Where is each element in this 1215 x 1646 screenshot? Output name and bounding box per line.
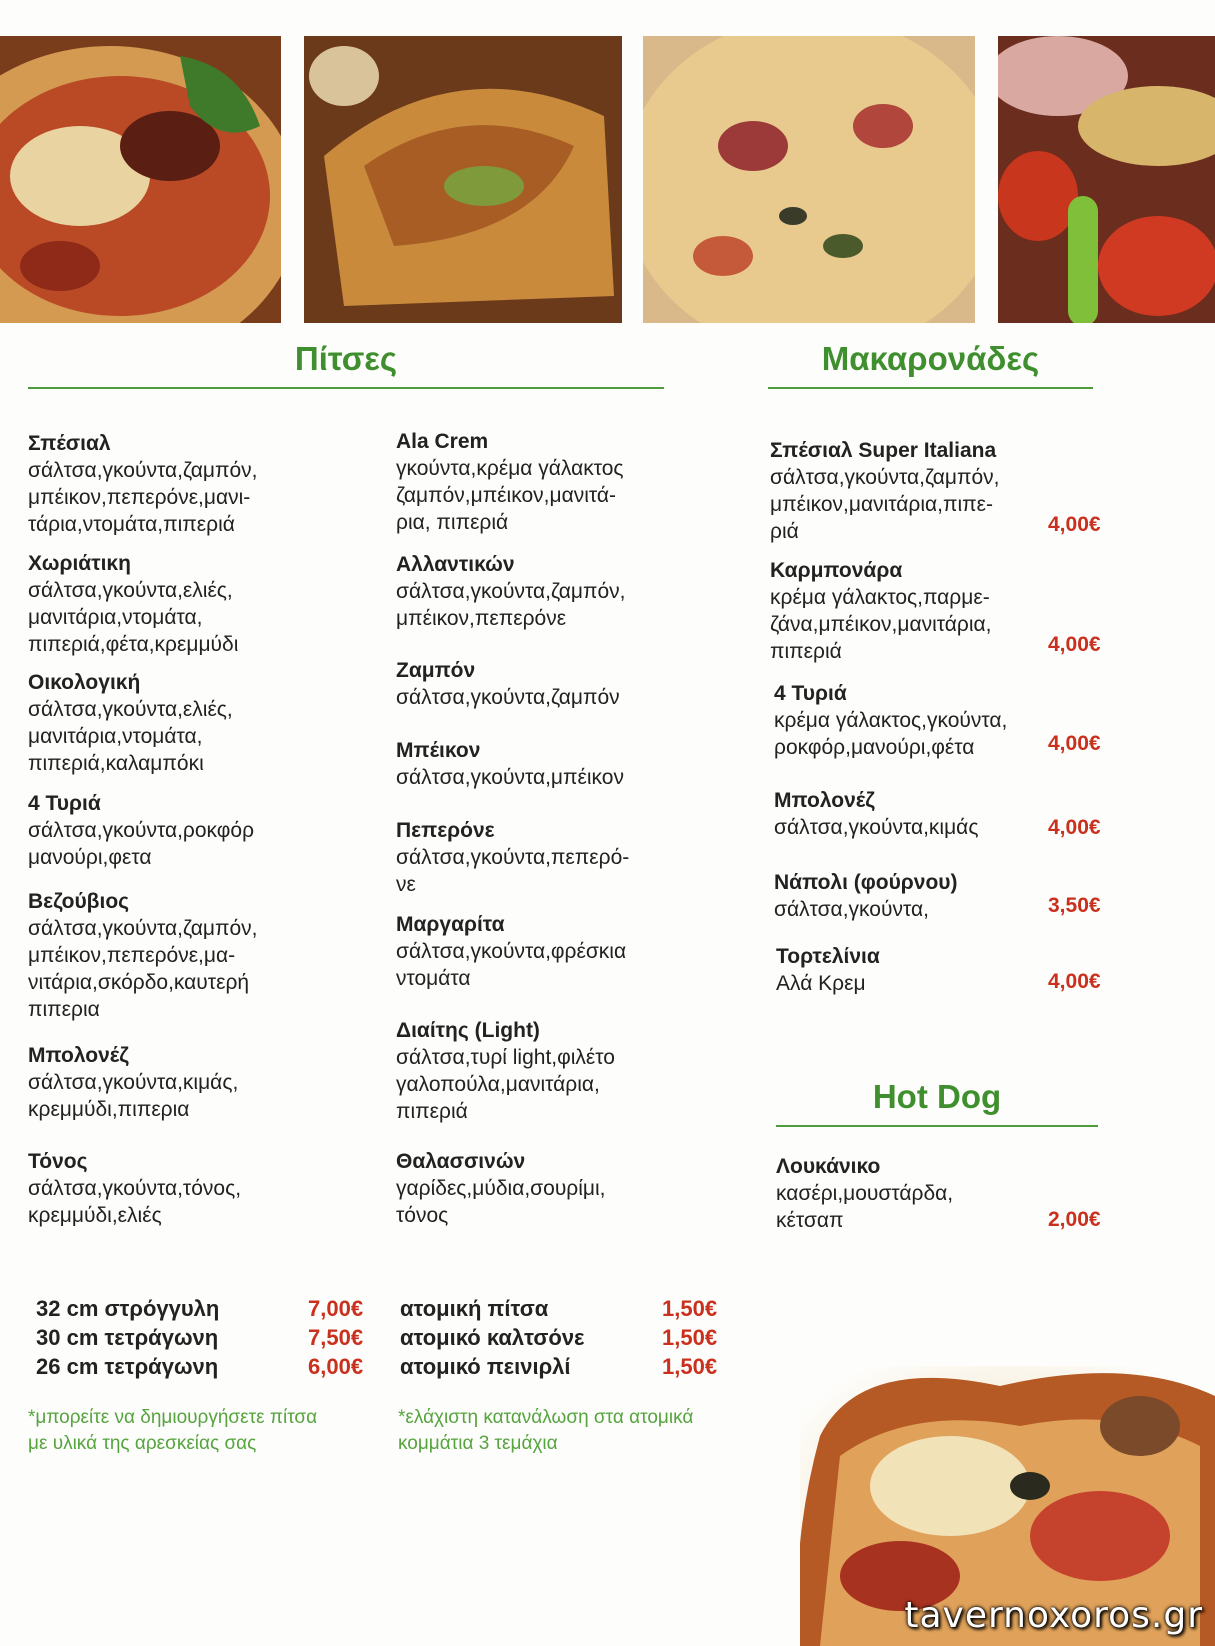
calzone-photo	[304, 36, 622, 323]
pasta-divider	[768, 387, 1093, 389]
item-desc: σάλτσα,γκούντα,τόνος, κρεμμύδι,ελιές	[28, 1177, 242, 1227]
item-desc: σάλτσα,γκούντα,ροκφόρ μανούρι,φετα	[28, 819, 255, 869]
item-desc: γαρίδες,μύδια,σουρίμι, τόνος	[396, 1177, 606, 1227]
item-name: Πεπερόνε	[396, 819, 495, 842]
item-name: Βεζούβιος	[28, 890, 130, 913]
item-desc: σάλτσα,τυρί light,φιλέτο γαλοπούλα,μανιτάρια, πιπεριά	[396, 1046, 615, 1123]
item-desc: σάλτσα,γκούντα,ελιές, μανιτάρια,ντομάτα, πιπεριά,καλαμπόκι	[28, 698, 233, 775]
item-name: Χωριάτικη	[28, 552, 131, 575]
item-name: Μπολονέζ	[28, 1044, 129, 1067]
item-desc: σάλτσα,γκούντα,μπέικον	[396, 766, 624, 789]
custom-pizza-note: *μπορείτε να δημιουργήσετε πίτσα με υλικά της αρεσκείας σας	[28, 1407, 318, 1454]
item-name: 4 Τυριά	[28, 792, 101, 815]
item-desc: σάλτσα,γκούντα,ζαμπόν, μπέικον,μανιτάρια,πιπε- ριά	[770, 466, 1000, 543]
item-name: Θαλασσινών	[396, 1150, 526, 1173]
pizza-item-thalassinon	[396, 1148, 606, 1229]
individual-label: ατομικό πεινιρλί	[400, 1354, 571, 1379]
item-desc: κρέμα γάλακτος,παρμε- ζάνα,μπέικον,μανιτάρια, πιπεριά	[770, 586, 992, 663]
item-desc: γκούντα,κρέμα γάλακτος ζαμπόν,μπέικον,μανιτά- ρια, πιπεριά	[396, 457, 624, 534]
pasta-item-tortellini	[776, 943, 880, 997]
item-desc: σάλτσα,γκούντα,ζαμπόν	[396, 686, 620, 709]
item-price: 3,50€	[1048, 894, 1101, 917]
size-price: 7,00€	[308, 1296, 364, 1321]
pizza-item-vezouvios	[28, 888, 258, 1023]
item-price: 4,00€	[1048, 513, 1101, 536]
pasta-item-4-tyria	[774, 680, 1007, 761]
item-name: Ζαμπόν	[396, 659, 476, 682]
pasta-item-super-italiana	[770, 437, 1000, 545]
item-price: 4,00€	[1048, 732, 1101, 755]
pizza-item-4-tyria	[28, 790, 254, 871]
pizza-item-allantikon	[396, 551, 626, 632]
item-name: Οικολογική	[28, 671, 141, 694]
pasta-title: Μακαρονάδες	[821, 340, 1040, 377]
item-name: Νάπολι (φούρνου)	[774, 871, 958, 894]
pizzas-title: Πίτσες	[294, 340, 398, 377]
pizza-item-tonos	[28, 1148, 241, 1229]
individual-price: 1,50€	[662, 1354, 718, 1379]
item-desc: σάλτσα,γκούντα,κιμάς, κρεμμύδι,πιπερια	[28, 1071, 239, 1121]
size-label: 26 cm τετράγωνη	[36, 1354, 219, 1379]
item-desc: σάλτσα,γκούντα,ζαμπόν, μπέικον,πεπερόνε	[396, 580, 626, 630]
item-name: Μπέικον	[396, 739, 481, 762]
pizza-photo-1	[0, 36, 281, 323]
pizza-item-oikologiki	[28, 669, 233, 777]
individual-price: 1,50€	[662, 1325, 718, 1350]
pasta-item-carbonara	[770, 557, 991, 665]
pizza-item-beikon	[396, 737, 624, 791]
size-price: 6,00€	[308, 1354, 364, 1379]
pizza-photo-3	[643, 36, 975, 323]
minimum-order-note: *ελάχιστη κατανάλωση στα ατομικά κομμάτια 3 τεμάχια	[398, 1407, 694, 1454]
pizza-item-ala-crem	[396, 428, 624, 536]
size-price: 7,50€	[308, 1325, 364, 1350]
item-price: 4,00€	[1048, 970, 1101, 993]
pizza-item-spesial	[28, 430, 258, 538]
item-price: 4,00€	[1048, 633, 1101, 656]
individual-label: ατομική πίτσα	[400, 1296, 549, 1321]
pizza-item-choriatiki	[28, 550, 238, 658]
item-price: 2,00€	[1048, 1208, 1101, 1231]
pizza-item-zampon	[396, 657, 620, 711]
item-name: Τορτελίνια	[776, 945, 880, 968]
item-name: Λουκάνικο	[776, 1155, 881, 1178]
size-label: 32 cm στρόγγυλη	[36, 1296, 220, 1321]
individual-price: 1,50€	[662, 1296, 718, 1321]
item-name: Μπολονέζ	[774, 789, 875, 812]
hotdog-divider	[776, 1125, 1098, 1127]
item-name: Καρμπονάρα	[770, 559, 903, 582]
size-label: 30 cm τετράγωνη	[36, 1325, 219, 1350]
item-name: Διαίτης (Light)	[396, 1019, 540, 1042]
item-desc: σάλτσα,γκούντα,φρέσκια ντομάτα	[396, 940, 627, 990]
item-name: Αλλαντικών	[396, 553, 515, 576]
item-desc: κασέρι,μουστάρδα, κέτσαπ	[776, 1182, 954, 1232]
ingredients-photo	[998, 36, 1215, 323]
pizza-item-peperone	[396, 817, 629, 898]
item-desc: σάλτσα,γκούντα,κιμάς	[774, 816, 979, 839]
item-name: Ala Crem	[396, 430, 489, 453]
pizza-item-bolognese	[28, 1042, 238, 1123]
item-name: 4 Τυριά	[774, 682, 847, 705]
item-name: Μαργαρίτα	[396, 913, 505, 936]
item-desc: κρέμα γάλακτος,γκούντα, ροκφόρ,μανούρι,φέτα	[774, 709, 1008, 759]
pasta-item-napoli	[774, 869, 958, 923]
item-desc: σάλτσα,γκούντα,	[774, 898, 929, 921]
item-price: 4,00€	[1048, 816, 1101, 839]
hotdog-title: Hot Dog	[872, 1078, 1002, 1115]
watermark: tavernoxoros.gr	[904, 1595, 1203, 1636]
item-desc: σάλτσα,γκούντα,ζαμπόν, μπέικον,πεπερόνε,μα- νιτάρια,σκόρδο,καυτερή πιπερια	[28, 917, 258, 1021]
item-desc: σάλτσα,γκούντα,πεπερό- νε	[396, 846, 630, 896]
pizzas-divider	[28, 387, 664, 389]
item-name: Σπέσιαλ Super Italiana	[770, 439, 997, 462]
pizza-item-margarita	[396, 911, 626, 992]
item-name: Σπέσιαλ	[28, 432, 111, 455]
hotdog-item-loukaniko	[776, 1153, 953, 1234]
item-desc: Αλά Κρεμ	[776, 972, 866, 995]
item-name: Τόνος	[28, 1150, 88, 1173]
pasta-item-bolognese	[774, 787, 978, 841]
item-desc: σάλτσα,γκούντα,ελιές, μανιτάρια,ντομάτα, πιπεριά,φέτα,κρεμμύδι	[28, 579, 239, 656]
individual-label: ατομικό καλτσόνε	[400, 1325, 585, 1350]
item-desc: σάλτσα,γκούντα,ζαμπόν, μπέικον,πεπερόνε,μανι- τάρια,ντομάτα,πιπεριά	[28, 459, 258, 536]
pizza-item-diaitis	[396, 1017, 615, 1125]
